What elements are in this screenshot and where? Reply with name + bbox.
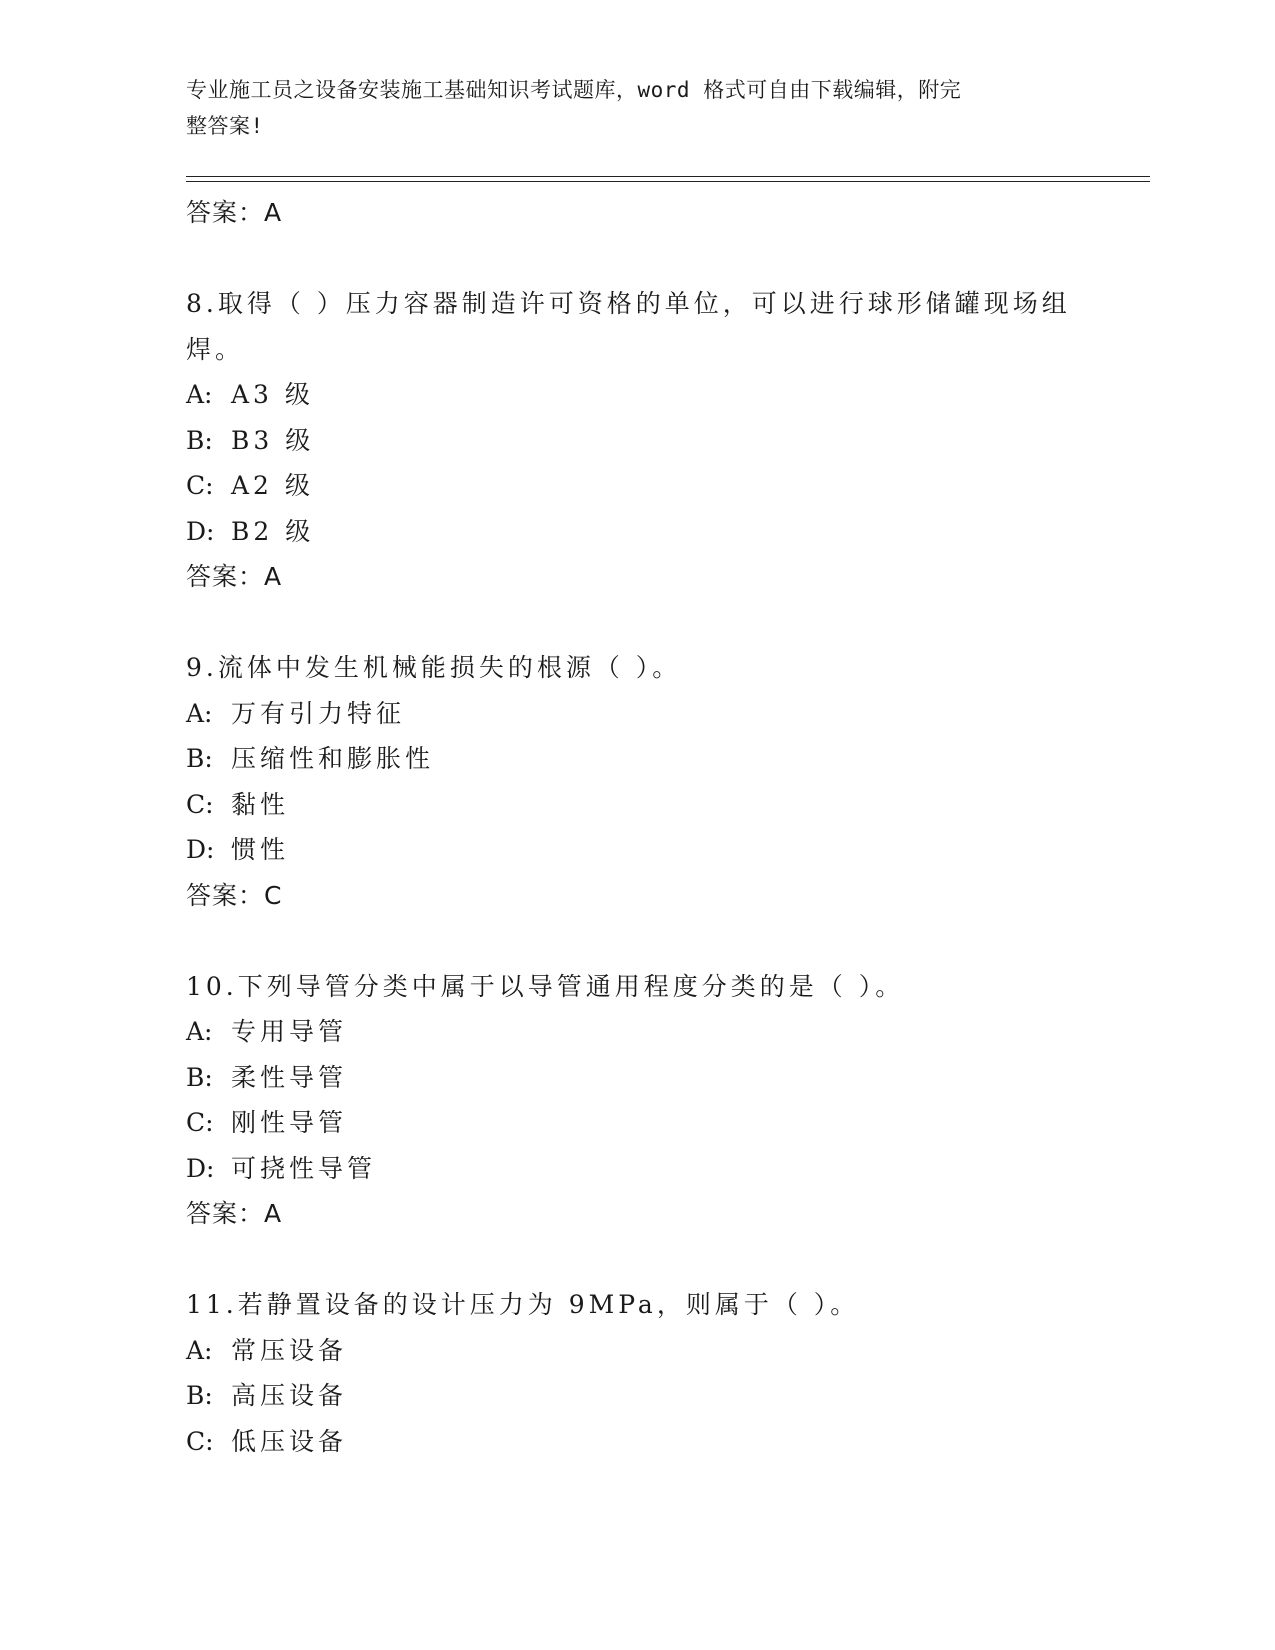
option-key: D:	[186, 1153, 215, 1183]
option-a	[186, 1328, 1086, 1374]
answer-line: 答案：A	[186, 1199, 283, 1228]
question-list	[186, 190, 1086, 1464]
question-item	[186, 281, 1086, 600]
option-b	[186, 1373, 1086, 1419]
question-item	[186, 964, 1086, 1237]
option-d	[186, 1146, 1086, 1192]
option-text: 专用导管	[231, 1017, 348, 1046]
option-d	[186, 509, 1086, 555]
option-text: 刚性导管	[231, 1108, 348, 1137]
option-text: A3 级	[231, 380, 314, 409]
question-stem: 11.若静置设备的设计压力为 9MPa，则属于（ ）。	[186, 1290, 860, 1319]
option-text: 常压设备	[231, 1335, 348, 1365]
option-b	[186, 1055, 1086, 1101]
option-key: A:	[186, 698, 213, 728]
header-divider-second	[186, 181, 1150, 182]
question-stem-continued: 焊。	[186, 334, 245, 364]
question-item	[186, 1282, 1086, 1464]
option-key: C:	[186, 1426, 214, 1456]
option-key: D:	[186, 835, 215, 864]
option-text: 柔性导管	[231, 1062, 348, 1092]
option-text: 压缩性和膨胀性	[231, 744, 435, 773]
option-key: B:	[186, 1062, 213, 1092]
option-text: 可挠性导管	[231, 1153, 377, 1183]
option-a	[186, 372, 1086, 418]
option-key: B:	[186, 1381, 213, 1410]
option-key: C:	[186, 1108, 214, 1137]
option-key: A:	[186, 380, 213, 409]
option-text: 高压设备	[231, 1381, 348, 1410]
option-key: C:	[186, 789, 214, 819]
question-stem: 9.流体中发生机械能损失的根源（ ）。	[186, 653, 682, 682]
header-line-1: 专业施工员之设备安装施工基础知识考试题库，word 格式可自由下载编辑，附完	[186, 78, 962, 102]
option-text: 低压设备	[231, 1426, 348, 1456]
option-d	[186, 827, 1086, 873]
option-text: 黏性	[231, 789, 290, 819]
answer-line: 答案：A	[186, 562, 283, 591]
answer-line: 答案：A	[186, 198, 283, 227]
answer-line: 答案：C	[186, 880, 283, 910]
option-c	[186, 1419, 1086, 1465]
option-key: A:	[186, 1017, 213, 1046]
option-text: B3 级	[231, 425, 315, 455]
question-stem: 8.取得（ ）压力容器制造许可资格的单位，可以进行球形储罐现场组	[186, 289, 1071, 318]
question-stem: 10.下列导管分类中属于以导管通用程度分类的是（ ）。	[186, 971, 905, 1001]
option-key: B:	[186, 425, 213, 455]
header-line-2: 整答案!	[186, 114, 264, 138]
option-key: C:	[186, 471, 214, 500]
option-text: 万有引力特征	[231, 698, 406, 728]
option-c	[186, 1100, 1086, 1146]
option-key: B:	[186, 744, 213, 773]
option-text: 惯性	[231, 835, 290, 864]
option-key: A:	[186, 1335, 213, 1365]
option-c	[186, 782, 1086, 828]
option-text: A2 级	[231, 471, 314, 500]
option-a	[186, 1009, 1086, 1055]
question-item	[186, 645, 1086, 918]
option-c	[186, 463, 1086, 509]
option-a	[186, 691, 1086, 737]
option-b	[186, 418, 1086, 464]
option-key: D:	[186, 516, 215, 546]
option-b	[186, 736, 1086, 782]
header-divider	[186, 176, 1150, 177]
document-header	[186, 72, 1086, 144]
option-text: B2 级	[231, 516, 315, 546]
